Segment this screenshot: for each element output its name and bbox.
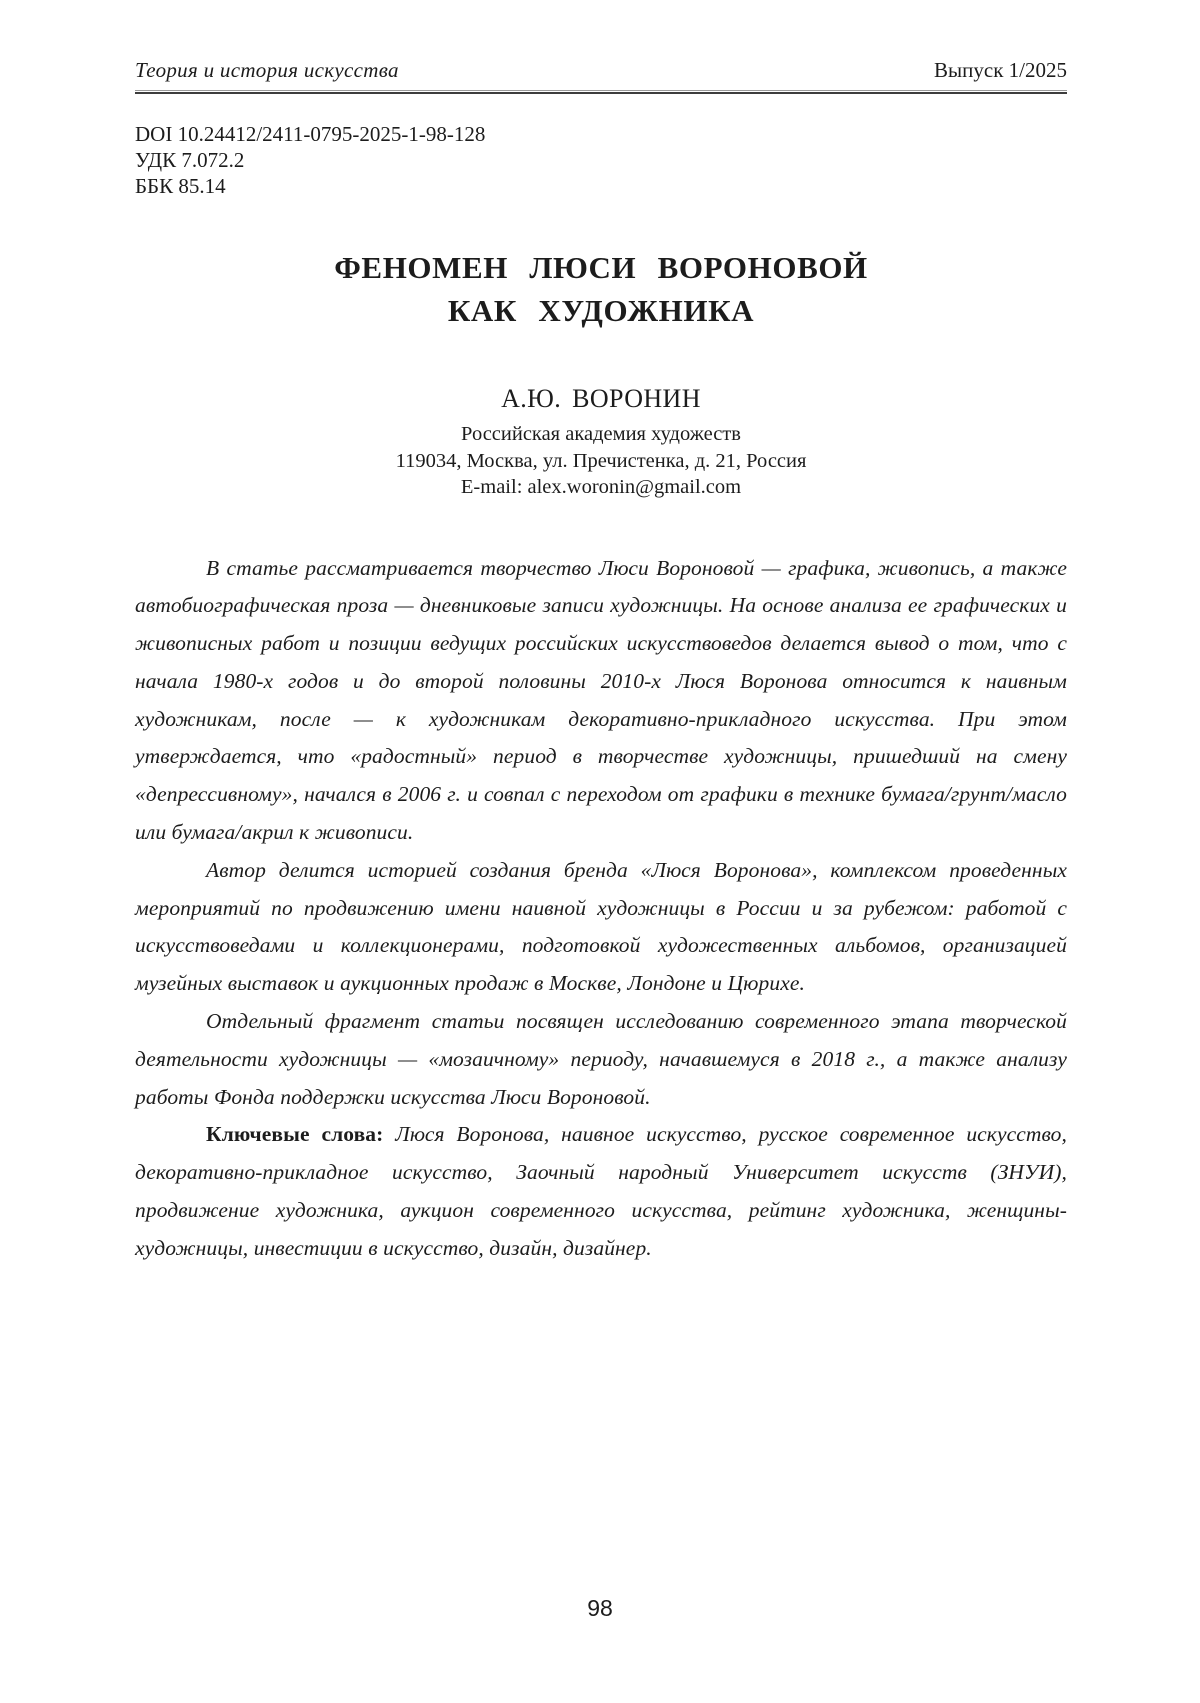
- page-number: 98: [587, 1595, 613, 1621]
- abstract-paragraph-2: Автор делится историей создания бренда «Люся Воронова», комплексом проведенных мероприятий по продвижению имени наивной художницы в России и за рубежом: работой с искусствоведами и коллекционерами, подготовкой художественных альбомов, организацией музейных выставок и аукционных продаж в Москве, Лондоне и Цюрихе.: [135, 857, 1067, 996]
- udk-line: УДК 7.072.2: [135, 148, 245, 172]
- doi-line: DOI 10.24412/2411-0795-2025-1-98-128: [135, 122, 486, 146]
- author-affiliation: Российская академия художеств: [461, 423, 741, 445]
- author-address: 119034, Москва, ул. Пречистенка, д. 21, Россия: [395, 449, 807, 472]
- author-name: А.Ю. ВОРОНИН: [501, 384, 701, 413]
- keywords-paragraph: [135, 1116, 1067, 1267]
- keywords-text: Люся Воронова, наивное искусство, русское современное искусство, декоративно-прикладное искусство, Заочный народный Университет искусств (ЗНУИ), продвижение художника, аукцион современного искусства, рейтинг художника, женщины-художницы, инвестиции в искусство, дизайн, дизайнер.: [135, 1122, 1067, 1260]
- abstract-paragraph-3: Отдельный фрагмент статьи посвящен исследованию современного этапа творческой деятельности художницы — «мозаичному» периоду, начавшемуся в 2018 г., а также анализу работы Фонда поддержки искусства Люси Вороновой.: [135, 1009, 1067, 1109]
- abstract: [135, 550, 1067, 1268]
- author-block: [135, 384, 1067, 501]
- article-title-line2: КАК ХУДОЖНИКА: [447, 293, 755, 328]
- biblio-block: [135, 121, 1067, 199]
- abstract-paragraph-1: В статье рассматривается творчество Люси Вороновой — графика, живопись, а также автобиографическая проза — дневниковые записи художницы. На основе анализа ее графических и живописных работ и позиции ведущих российских искусствоведов делается вывод о том, что с начала 1980-х годов и до второй половины 2010-х Люся Воронова относится к наивным художникам, после — к художникам декоративно-прикладного искусства. При этом утверждается, что «радостный» период в творчестве художницы, пришедший на смену «депрессивному», начался в 2006 г. и совпал с переходом от графики в технике бумага/грунт/масло или бумага/акрил к живописи.: [135, 555, 1067, 845]
- keywords-label: Ключевые слова:: [206, 1122, 384, 1147]
- header-divider: [135, 90, 1067, 94]
- issue-label: Выпуск 1/2025: [934, 58, 1067, 82]
- page-content: [135, 0, 1067, 1268]
- journal-section-title: Теория и история искусства: [135, 58, 399, 82]
- running-header: [135, 0, 1067, 83]
- bbk-line: ББК 85.14: [135, 174, 226, 198]
- article-title: [135, 246, 1067, 332]
- article-title-line1: ФЕНОМЕН ЛЮСИ ВОРОНОВОЙ: [334, 250, 868, 285]
- author-email: E-mail: alex.woronin@gmail.com: [460, 476, 742, 498]
